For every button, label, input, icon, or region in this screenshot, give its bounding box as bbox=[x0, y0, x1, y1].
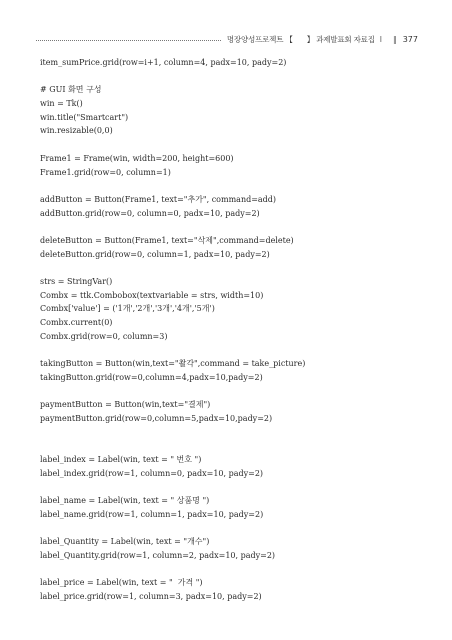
code-line bbox=[40, 70, 440, 84]
header-pipe: ‖ bbox=[392, 34, 397, 44]
code-line: deleteButton = Button(Frame1, text="삭제",command=delete) bbox=[40, 235, 294, 245]
header-separator: I bbox=[379, 34, 382, 44]
code-line bbox=[40, 261, 440, 275]
header-title-right: 】 과제발표회 자료집 bbox=[306, 34, 375, 44]
header-title-left: 명장양성프로젝트 【 bbox=[226, 34, 293, 44]
code-line: Combx.grid(row=0, column=3) bbox=[40, 331, 168, 341]
code-line bbox=[40, 480, 440, 494]
code-line: label_index.grid(row=1, column=0, padx=10, pady=2) bbox=[40, 468, 264, 478]
code-line: Frame1 = Frame(win, width=200, height=600) bbox=[40, 153, 234, 163]
code-line bbox=[40, 343, 440, 357]
code-line: paymentButton.grid(row=0,column=5,padx=10,pady=2) bbox=[40, 413, 273, 423]
code-line: label_Quantity.grid(row=1, column=2, padx=10, pady=2) bbox=[40, 550, 276, 560]
leader-dots bbox=[36, 40, 221, 41]
code-line bbox=[40, 179, 440, 193]
code-line: addButton = Button(Frame1, text="추가", command=add) bbox=[40, 194, 277, 204]
code-line: addButton.grid(row=0, column=0, padx=10, pady=2) bbox=[40, 208, 260, 218]
code-line: label_name.grid(row=1, column=1, padx=10, pady=2) bbox=[40, 509, 264, 519]
code-line: # GUI 화면 구성 bbox=[40, 85, 102, 95]
code-line: takingButton.grid(row=0,column=4,padx=10,pady=2) bbox=[40, 372, 263, 382]
code-line: strs = StringVar() bbox=[40, 277, 113, 286]
code-line: label_Quantity = Label(win, text = "개수") bbox=[40, 537, 210, 547]
code-line bbox=[40, 426, 440, 440]
code-line: Combx['value'] = ('1개','2개','3개','4개','5개') bbox=[40, 304, 215, 314]
code-line: Combx = ttk.Combobox(textvariable = strs, width=10) bbox=[40, 290, 264, 300]
code-line: win = Tk() bbox=[40, 99, 83, 109]
code-line bbox=[40, 138, 440, 152]
code-line bbox=[40, 220, 440, 234]
page-number: 377 bbox=[402, 34, 418, 44]
code-line bbox=[40, 521, 440, 535]
page-header bbox=[36, 32, 418, 46]
code-line: deleteButton.grid(row=0, column=1, padx=10, pady=2) bbox=[40, 249, 270, 259]
code-listing bbox=[40, 56, 440, 604]
code-line bbox=[40, 439, 440, 453]
code-line: win.title("Smartcart") bbox=[40, 112, 129, 122]
code-line: Frame1.grid(row=0, column=1) bbox=[40, 167, 171, 177]
code-line bbox=[40, 562, 440, 576]
code-line bbox=[40, 385, 440, 399]
code-line: label_price.grid(row=1, column=3, padx=10, pady=2) bbox=[40, 591, 262, 601]
code-line: label_index = Label(win, text = " 번호 ") bbox=[40, 454, 202, 464]
code-line: takingButton = Button(win,text="촬각",command = take_picture) bbox=[40, 359, 306, 369]
code-line: label_price = Label(win, text = " 가격 ") bbox=[40, 578, 203, 588]
code-line: paymentButton = Button(win,text="결제") bbox=[40, 400, 211, 410]
code-line: label_name = Label(win, text = " 상품명 ") bbox=[40, 496, 210, 505]
code-line: Combx.current(0) bbox=[40, 318, 113, 328]
code-line: win.resizable(0,0) bbox=[40, 126, 113, 136]
code-line: item_sumPrice.grid(row=i+1, column=4, padx=10, pady=2) bbox=[40, 58, 287, 67]
